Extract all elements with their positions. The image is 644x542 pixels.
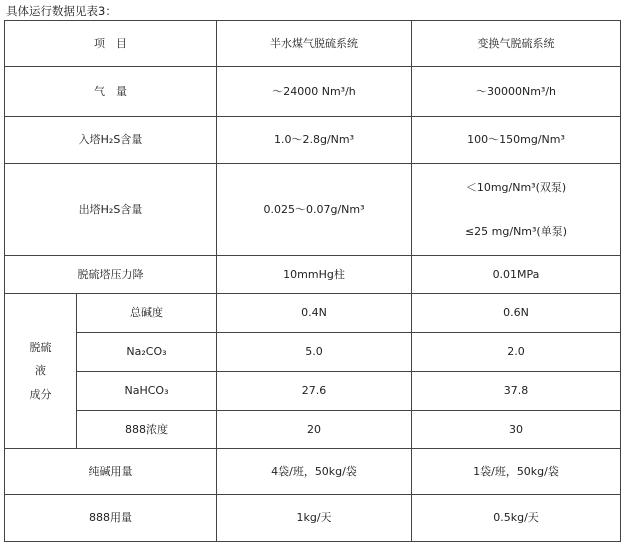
table-row bbox=[5, 495, 621, 542]
header-item: 项 目 bbox=[5, 21, 217, 67]
table-row bbox=[5, 67, 621, 117]
operating-data-table bbox=[4, 20, 621, 542]
cell: ～24000 Nm³/h bbox=[217, 67, 412, 117]
table-row bbox=[5, 164, 621, 256]
cell: 20 bbox=[217, 411, 412, 449]
cell: 1袋/班，50kg/袋 bbox=[412, 449, 621, 495]
cell: 1kg/天 bbox=[217, 495, 412, 542]
row-label: 入塔H₂S含量 bbox=[5, 117, 217, 164]
table-row bbox=[5, 256, 621, 294]
cell-line: ＜10mg/Nm³(双泵) bbox=[465, 181, 567, 195]
table-row bbox=[5, 117, 621, 164]
cell: 4袋/班，50kg/袋 bbox=[217, 449, 412, 495]
header-col1: 半水煤气脱硫系统 bbox=[217, 21, 412, 67]
cell: ～30000Nm³/h bbox=[412, 67, 621, 117]
header-col2: 变换气脱硫系统 bbox=[412, 21, 621, 67]
row-label: 888用量 bbox=[5, 495, 217, 542]
solution-group-label bbox=[5, 294, 77, 449]
cell: 37.8 bbox=[412, 372, 621, 411]
table-row bbox=[5, 333, 621, 372]
cell: 0.5kg/天 bbox=[412, 495, 621, 542]
group-line: 液 bbox=[35, 364, 46, 378]
cell: 10mmHg柱 bbox=[217, 256, 412, 294]
cell: 30 bbox=[412, 411, 621, 449]
cell: 27.6 bbox=[217, 372, 412, 411]
row-label: 总碱度 bbox=[77, 294, 217, 333]
cell bbox=[412, 164, 621, 256]
group-line: 脱硫 bbox=[29, 341, 52, 355]
table-row bbox=[5, 294, 621, 333]
table-row bbox=[5, 449, 621, 495]
cell: 0.025～0.07g/Nm³ bbox=[217, 164, 412, 256]
cell: 2.0 bbox=[412, 333, 621, 372]
table-row bbox=[5, 372, 621, 411]
cell: 5.0 bbox=[217, 333, 412, 372]
row-label: 脱硫塔压力降 bbox=[5, 256, 217, 294]
row-label: 888浓度 bbox=[77, 411, 217, 449]
row-label: 气 量 bbox=[5, 67, 217, 117]
row-label: NaHCO₃ bbox=[77, 372, 217, 411]
cell: 100～150mg/Nm³ bbox=[412, 117, 621, 164]
cell: 0.01MPa bbox=[412, 256, 621, 294]
row-label: Na₂CO₃ bbox=[77, 333, 217, 372]
cell: 0.4N bbox=[217, 294, 412, 333]
cell: 0.6N bbox=[412, 294, 621, 333]
group-line: 成分 bbox=[29, 387, 52, 401]
table-caption: 具体运行数据见表3： bbox=[6, 4, 117, 18]
cell: 1.0～2.8g/Nm³ bbox=[217, 117, 412, 164]
cell-line: ≤25 mg/Nm³(单泵) bbox=[464, 224, 568, 238]
table-header-row bbox=[5, 21, 621, 67]
table-row bbox=[5, 411, 621, 449]
row-label: 纯碱用量 bbox=[5, 449, 217, 495]
row-label: 出塔H₂S含量 bbox=[5, 164, 217, 256]
